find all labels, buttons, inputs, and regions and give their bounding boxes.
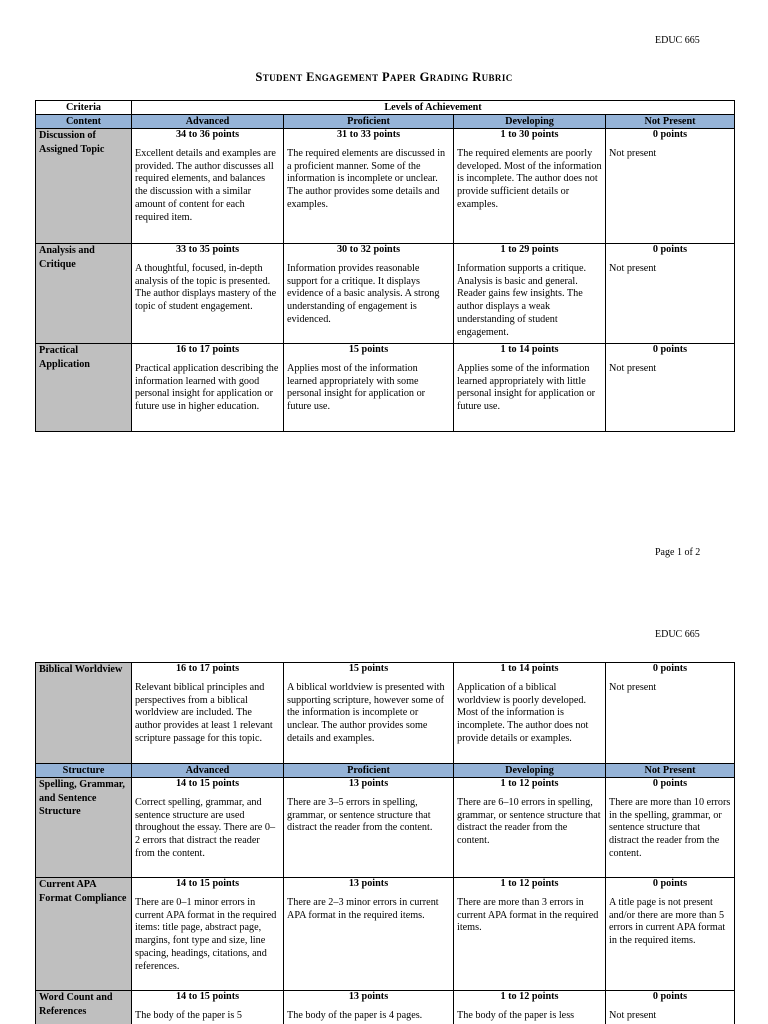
points-label: 1 to 29 points [500, 244, 559, 255]
rubric-cell [606, 244, 735, 344]
rubric-cell [284, 878, 454, 991]
course-code: EDUC 665 [655, 629, 700, 640]
rubric-cell [454, 344, 606, 432]
points-label: 30 to 32 points [336, 244, 401, 255]
section-label-content: Content [36, 115, 132, 129]
cell-description: Application of a biblical worldview is poorly developed. Most of the information is incomplete. The author does not provide details or examples. [457, 681, 589, 744]
criterion-cell: Analysis and Critique [36, 244, 132, 344]
table-row [36, 663, 735, 764]
cell-description: The body of the paper is less [457, 1009, 575, 1021]
table-row [36, 244, 735, 344]
rubric-cell [132, 778, 284, 878]
rubric-cell [606, 778, 735, 878]
points-label: 15 points [348, 663, 389, 674]
page-number: Page 1 of 2 [655, 547, 701, 558]
points-label: 0 points [652, 244, 688, 255]
rubric-cell [284, 244, 454, 344]
points-label: 1 to 12 points [500, 991, 559, 1002]
level-not-present: Not Present [606, 115, 735, 129]
section-label-structure: Structure [36, 764, 132, 778]
cell-description: Correct spelling, grammar, and sentence structure are used throughout the essay. There are 0–2 errors that distract the reader from the content. [135, 796, 276, 859]
rubric-cell [454, 244, 606, 344]
rubric-cell [132, 344, 284, 432]
level-advanced: Advanced [132, 115, 284, 129]
points-label: 14 to 15 points [175, 778, 240, 789]
cell-description: There are more than 10 errors in the spelling, grammar, or sentence structure that distract the reader from the content. [609, 796, 731, 859]
points-label: 1 to 14 points [500, 344, 559, 355]
cell-description: There are 0–1 minor errors in current APA format in the required items: title page, abstract page, margins, font type and size, line spacing, headings, citations, and references. [135, 896, 277, 972]
criterion-cell: Word Count and References [36, 991, 132, 1024]
points-label: 0 points [652, 991, 688, 1002]
criteria-header: Criteria [36, 101, 132, 115]
rubric-cell [606, 344, 735, 432]
rubric-cell [284, 663, 454, 764]
rubric-cell [454, 991, 606, 1024]
points-label: 13 points [348, 878, 389, 889]
rubric-cell [284, 778, 454, 878]
cell-description: Not present [609, 362, 657, 374]
rubric-cell [606, 991, 735, 1024]
cell-description: A biblical worldview is presented with supporting scripture, however some of the information is incomplete or unclear. The author provides some details and examples. [287, 681, 445, 744]
cell-description: There are 3–5 errors in spelling, grammar, or sentence structure that distract the reader from the content. [287, 796, 433, 834]
points-label: 14 to 15 points [175, 991, 240, 1002]
points-label: 15 points [348, 344, 389, 355]
level-developing: Developing [454, 115, 606, 129]
cell-description: Applies most of the information learned appropriately with some personal insight for application or future use. [287, 362, 426, 413]
course-code: EDUC 665 [655, 35, 700, 46]
criterion-cell: Discussion of Assigned Topic [36, 129, 132, 244]
criterion-cell: Current APA Format Compliance [36, 878, 132, 991]
rubric-cell [132, 244, 284, 344]
cell-description: There are 2–3 minor errors in current APA format in the required items. [287, 896, 439, 921]
rubric-cell [606, 878, 735, 991]
rubric-cell [284, 129, 454, 244]
points-label: 13 points [348, 991, 389, 1002]
points-label: 16 to 17 points [175, 344, 240, 355]
points-label: 33 to 35 points [175, 244, 240, 255]
table-header-row [36, 101, 735, 115]
cell-description: The body of the paper is 5 [135, 1009, 242, 1021]
points-label: 0 points [652, 663, 688, 674]
rubric-cell [132, 878, 284, 991]
rubric-cell [606, 129, 735, 244]
cell-description: A thoughtful, focused, in-depth analysis of the topic is presented. The author displays mastery of the topic of student engagement. [135, 262, 277, 313]
points-label: 14 to 15 points [175, 878, 240, 889]
points-label: 1 to 14 points [500, 663, 559, 674]
levels-header: Levels of Achievement [132, 101, 735, 115]
rubric-cell [132, 129, 284, 244]
points-label: 0 points [652, 129, 688, 140]
table-row [36, 129, 735, 244]
rubric-cell [454, 663, 606, 764]
points-label: 1 to 12 points [500, 778, 559, 789]
level-advanced: Advanced [132, 764, 284, 778]
cell-description: There are more than 3 errors in current APA format in the required items. [457, 896, 599, 934]
cell-description: Not present [609, 1009, 657, 1021]
cell-description: Applies some of the information learned appropriately with little personal insight for application or future use. [457, 362, 596, 413]
rubric-cell [606, 663, 735, 764]
rubric-cell [132, 663, 284, 764]
document-title: Student Engagement Paper Grading Rubric [255, 70, 513, 84]
criterion-cell: Biblical Worldview [36, 663, 132, 764]
rubric-cell [454, 129, 606, 244]
cell-description: Information supports a critique. Analysis is basic and general. Reader gains few insights. The author displays a weak understanding of student engagement. [457, 262, 587, 338]
cell-description: There are 6–10 errors in spelling, grammar, or sentence structure that distract the reader from the content. [457, 796, 601, 847]
rubric-cell [132, 991, 284, 1024]
page-gap [0, 470, 768, 600]
points-label: 31 to 33 points [336, 129, 401, 140]
level-developing: Developing [454, 764, 606, 778]
cell-description: Not present [609, 147, 657, 159]
cell-description: Not present [609, 262, 657, 274]
level-proficient: Proficient [284, 115, 454, 129]
cell-description: Information provides reasonable support for a critique. It displays evidence of a basic analysis. A strong understanding of engagement is evidenced. [287, 262, 440, 325]
criterion-cell: Practical Application [36, 344, 132, 432]
points-label: 13 points [348, 778, 389, 789]
cell-description: Relevant biblical principles and perspectives from a biblical worldview are included. The author provides at least 1 relevant scripture passage for this topic. [135, 681, 273, 744]
content-subheader-row [36, 115, 735, 129]
level-proficient: Proficient [284, 764, 454, 778]
cell-description: The required elements are discussed in a proficient manner. Some of the information is incomplete or unclear. The author provides some details and examples. [287, 147, 446, 210]
rubric-table-page2 [35, 662, 735, 1024]
cell-description: Excellent details and examples are provided. The author discusses all required elements, and balances the discussion with a similar amount of content for each required item. [135, 147, 276, 223]
rubric-cell [284, 991, 454, 1024]
rubric-cell [454, 778, 606, 878]
points-label: 1 to 30 points [500, 129, 559, 140]
points-label: 16 to 17 points [175, 663, 240, 674]
points-label: 0 points [652, 878, 688, 889]
table-row [36, 344, 735, 432]
level-not-present: Not Present [606, 764, 735, 778]
table-row [36, 778, 735, 878]
table-row [36, 991, 735, 1024]
cell-description: A title page is not present and/or there are more than 5 errors in current APA format in the required items. [609, 896, 726, 947]
points-label: 0 points [652, 778, 688, 789]
cell-description: Practical application describing the information learned with good personal insight for application or future use in higher education. [135, 362, 279, 413]
criterion-cell: Spelling, Grammar, and Sentence Structure [36, 778, 132, 878]
structure-subheader-row [36, 764, 735, 778]
points-label: 0 points [652, 344, 688, 355]
points-label: 34 to 36 points [175, 129, 240, 140]
rubric-table-page1 [35, 100, 735, 432]
cell-description: Not present [609, 681, 657, 693]
table-row [36, 878, 735, 991]
cell-description: The body of the paper is 4 pages. [287, 1009, 423, 1021]
rubric-cell [454, 878, 606, 991]
points-label: 1 to 12 points [500, 878, 559, 889]
rubric-cell [284, 344, 454, 432]
cell-description: The required elements are poorly developed. Most of the information is incomplete. The author does not provide sufficient details or examples. [457, 147, 602, 210]
